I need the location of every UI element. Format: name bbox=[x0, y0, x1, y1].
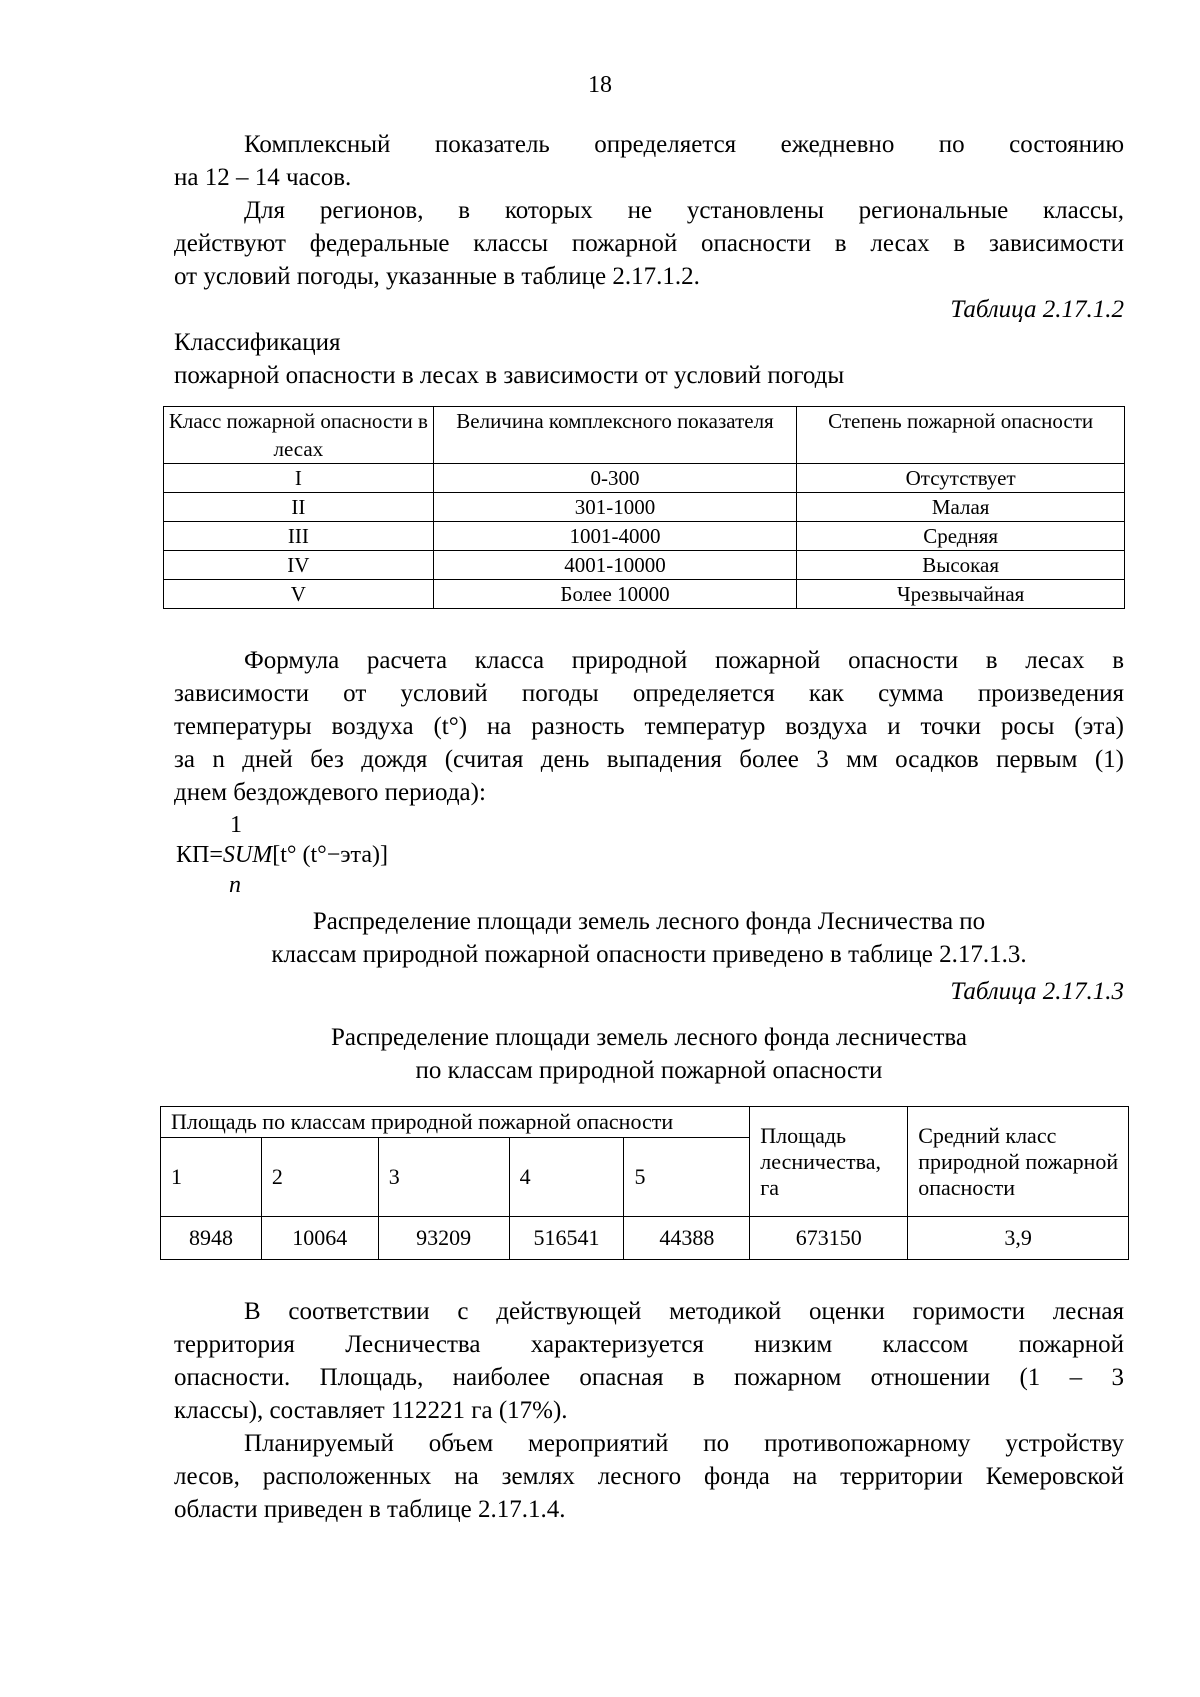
cell-danger-degree: Малая bbox=[797, 493, 1125, 522]
header-index-value: Величина комплексного показателя bbox=[433, 407, 797, 464]
fire-danger-classification-table bbox=[163, 406, 1125, 609]
formula-upper-limit: 1 bbox=[230, 812, 242, 838]
cell-class: IV bbox=[164, 551, 434, 580]
cell-forestry-area: 673150 bbox=[750, 1217, 908, 1260]
header-forestry-area: Площадь лесничества, га bbox=[750, 1107, 908, 1217]
table-row bbox=[164, 464, 1125, 493]
header-class-3: 3 bbox=[378, 1138, 509, 1217]
paragraph-3-line-5: днем бездождевого периода): bbox=[174, 779, 486, 806]
table-2-caption-line-2: по классам природной пожарной опасности bbox=[415, 1057, 883, 1084]
paragraph-3-line-4: за n дней без дождя (считая день выпадения более 3 мм осадков первым (1) bbox=[174, 746, 1124, 773]
cell-danger-degree: Высокая bbox=[797, 551, 1125, 580]
paragraph-3-line-3: температуры воздуха (t°) на разность температур воздуха и точки росы (эта) bbox=[174, 713, 1124, 740]
header-class-2: 2 bbox=[261, 1138, 378, 1217]
table-row bbox=[164, 580, 1125, 609]
paragraph-6-line-2: лесов, расположенных на землях лесного фонда на территории Кемеровской bbox=[174, 1463, 1124, 1490]
header-danger-degree: Степень пожарной опасности bbox=[797, 407, 1125, 464]
cell-class: I bbox=[164, 464, 434, 493]
paragraph-4-line-2: классам природной пожарной опасности приведено в таблице 2.17.1.3. bbox=[271, 941, 1027, 968]
cell-index-value: Более 10000 bbox=[433, 580, 797, 609]
table-1-label: Таблица 2.17.1.2 bbox=[950, 296, 1124, 323]
header-average-class: Средний класс природной пожарной опасности bbox=[908, 1107, 1129, 1217]
header-area-by-class: Площадь по классам природной пожарной опасности bbox=[161, 1107, 750, 1138]
paragraph-3-line-1: Формула расчета класса природной пожарной опасности в лесах в bbox=[244, 647, 1124, 674]
cell-class: V bbox=[164, 580, 434, 609]
formula bbox=[176, 842, 388, 869]
cell-class-3-area: 93209 bbox=[378, 1217, 509, 1260]
cell-danger-degree: Средняя bbox=[797, 522, 1125, 551]
cell-index-value: 0-300 bbox=[433, 464, 797, 493]
cell-index-value: 1001-4000 bbox=[433, 522, 797, 551]
cell-class: II bbox=[164, 493, 434, 522]
paragraph-5-line-1: В соответствии с действующей методикой оценки горимости лесная bbox=[244, 1298, 1124, 1325]
paragraph-2-line-2: действуют федеральные классы пожарной опасности в лесах в зависимости bbox=[174, 230, 1124, 257]
cell-class-2-area: 10064 bbox=[261, 1217, 378, 1260]
paragraph-4-line-1: Распределение площади земель лесного фонда Лесничества по bbox=[312, 908, 986, 935]
paragraph-1-line-2: на 12 – 14 часов. bbox=[174, 164, 352, 191]
table-2-caption-line-1: Распределение площади земель лесного фонда лесничества bbox=[331, 1024, 967, 1051]
formula-lower-limit: n bbox=[229, 872, 241, 898]
paragraph-6-line-1: Планируемый объем мероприятий по противопожарному устройству bbox=[244, 1430, 1124, 1457]
cell-class-5-area: 44388 bbox=[624, 1217, 750, 1260]
table-row bbox=[164, 522, 1125, 551]
table-row bbox=[164, 551, 1125, 580]
formula-lhs: КП= bbox=[176, 842, 223, 868]
cell-class-4-area: 516541 bbox=[509, 1217, 624, 1260]
paragraph-5-line-2: территория Лесничества характеризуется низким классом пожарной bbox=[174, 1331, 1124, 1358]
header-class-4: 4 bbox=[509, 1138, 624, 1217]
formula-sum: SUM bbox=[222, 842, 273, 868]
paragraph-1-line-1: Комплексный показатель определяется ежедневно по состоянию bbox=[244, 131, 1124, 158]
table-header-row bbox=[161, 1107, 1129, 1138]
header-class-5: 5 bbox=[624, 1138, 750, 1217]
page-number: 18 bbox=[588, 72, 612, 98]
cell-danger-degree: Отсутствует bbox=[797, 464, 1125, 493]
paragraph-5-line-3: опасности. Площадь, наиболее опасная в пожарном отношении (1 – 3 bbox=[174, 1364, 1124, 1391]
cell-average-class: 3,9 bbox=[908, 1217, 1129, 1260]
table-row bbox=[161, 1217, 1129, 1260]
table-1-caption-line-2: пожарной опасности в лесах в зависимости от условий погоды bbox=[174, 362, 845, 389]
paragraph-3-line-2: зависимости от условий погоды определяется как сумма произведения bbox=[174, 680, 1124, 707]
paragraph-5-line-4: классы), составляет 112221 га (17%). bbox=[174, 1397, 568, 1424]
table-1-caption-line-1: Классификация bbox=[174, 329, 341, 356]
cell-class-1-area: 8948 bbox=[161, 1217, 262, 1260]
table-2-label: Таблица 2.17.1.3 bbox=[950, 978, 1124, 1005]
header-class: Класс пожарной опасности в лесах bbox=[164, 407, 434, 464]
table-header-row bbox=[164, 407, 1125, 464]
table-row bbox=[164, 493, 1125, 522]
cell-index-value: 4001-10000 bbox=[433, 551, 797, 580]
cell-danger-degree: Чрезвычайная bbox=[797, 580, 1125, 609]
cell-index-value: 301-1000 bbox=[433, 493, 797, 522]
cell-class: III bbox=[164, 522, 434, 551]
area-by-fire-class-table bbox=[160, 1106, 1129, 1260]
paragraph-6-line-3: области приведен в таблице 2.17.1.4. bbox=[174, 1496, 566, 1523]
header-class-1: 1 bbox=[161, 1138, 262, 1217]
paragraph-2-line-3: от условий погоды, указанные в таблице 2.17.1.2. bbox=[174, 263, 700, 290]
formula-body: [t° (t°−эта)] bbox=[272, 842, 388, 868]
paragraph-2-line-1: Для регионов, в которых не установлены региональные классы, bbox=[244, 197, 1124, 224]
